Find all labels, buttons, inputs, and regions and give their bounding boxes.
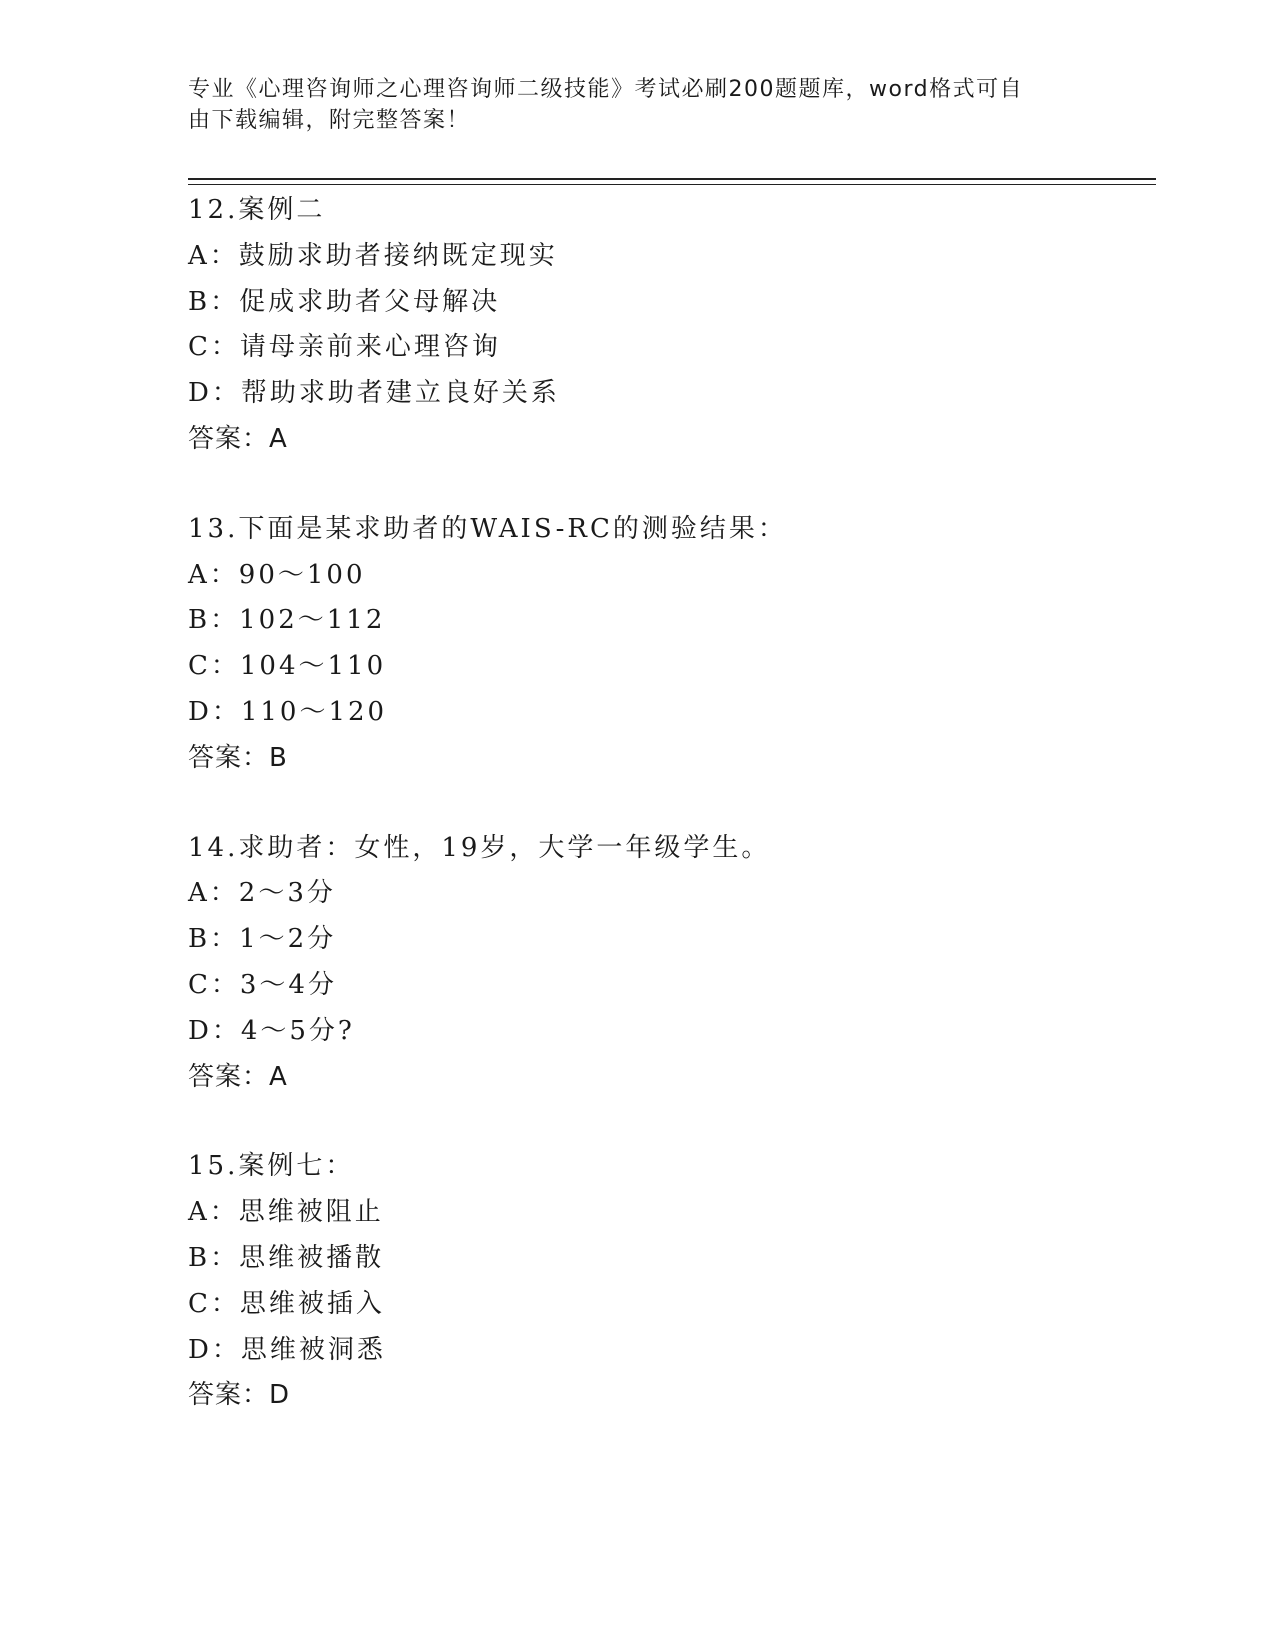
question-item bbox=[188, 826, 1148, 1101]
question-stem: 14.求助者：女性，19岁，大学一年级学生。 bbox=[188, 832, 771, 863]
question-stem: 13.下面是某求助者的WAIS-RC的测验结果： bbox=[188, 513, 787, 544]
option-c: C：104～110 bbox=[188, 651, 387, 682]
question-stem: 15.案例七： bbox=[188, 1151, 355, 1182]
option-a: A：鼓励求助者接纳既定现实 bbox=[188, 240, 558, 271]
question-item bbox=[188, 1144, 1148, 1419]
option-b: B：思维被播散 bbox=[188, 1242, 385, 1273]
answer-line: 答案：A bbox=[188, 423, 288, 454]
option-b: B：1～2分 bbox=[188, 924, 337, 955]
header-divider-thick bbox=[188, 178, 1156, 180]
header-line-1: 专业《心理咨询师之心理咨询师二级技能》考试必刷200题题库，word格式可自 bbox=[188, 77, 1024, 102]
question-list bbox=[188, 188, 1148, 1463]
answer-line: 答案：B bbox=[188, 742, 288, 773]
option-c: C：请母亲前来心理咨询 bbox=[188, 332, 501, 363]
option-d: D：帮助求助者建立良好关系 bbox=[188, 378, 560, 409]
answer-line: 答案：D bbox=[188, 1380, 291, 1411]
option-a: A：2～3分 bbox=[188, 878, 336, 909]
option-d: D：110～120 bbox=[188, 696, 388, 727]
question-stem: 12.案例二 bbox=[188, 195, 326, 225]
option-a: A：思维被阻止 bbox=[188, 1197, 384, 1228]
option-d: D：思维被洞悉 bbox=[188, 1334, 386, 1365]
header-divider-thin bbox=[188, 184, 1156, 185]
answer-line: 答案：A bbox=[188, 1061, 288, 1092]
option-c: C：思维被插入 bbox=[188, 1288, 385, 1319]
option-a: A：90～100 bbox=[188, 559, 366, 590]
document-header bbox=[188, 74, 1068, 136]
question-item bbox=[188, 188, 1148, 463]
option-d: D：4～5分? bbox=[188, 1015, 355, 1046]
option-b: B：促成求助者父母解决 bbox=[188, 286, 501, 317]
option-c: C：3～4分 bbox=[188, 969, 337, 1000]
question-item bbox=[188, 507, 1148, 782]
option-b: B：102～112 bbox=[188, 605, 386, 636]
header-line-2: 由下载编辑，附完整答案！ bbox=[188, 108, 471, 133]
